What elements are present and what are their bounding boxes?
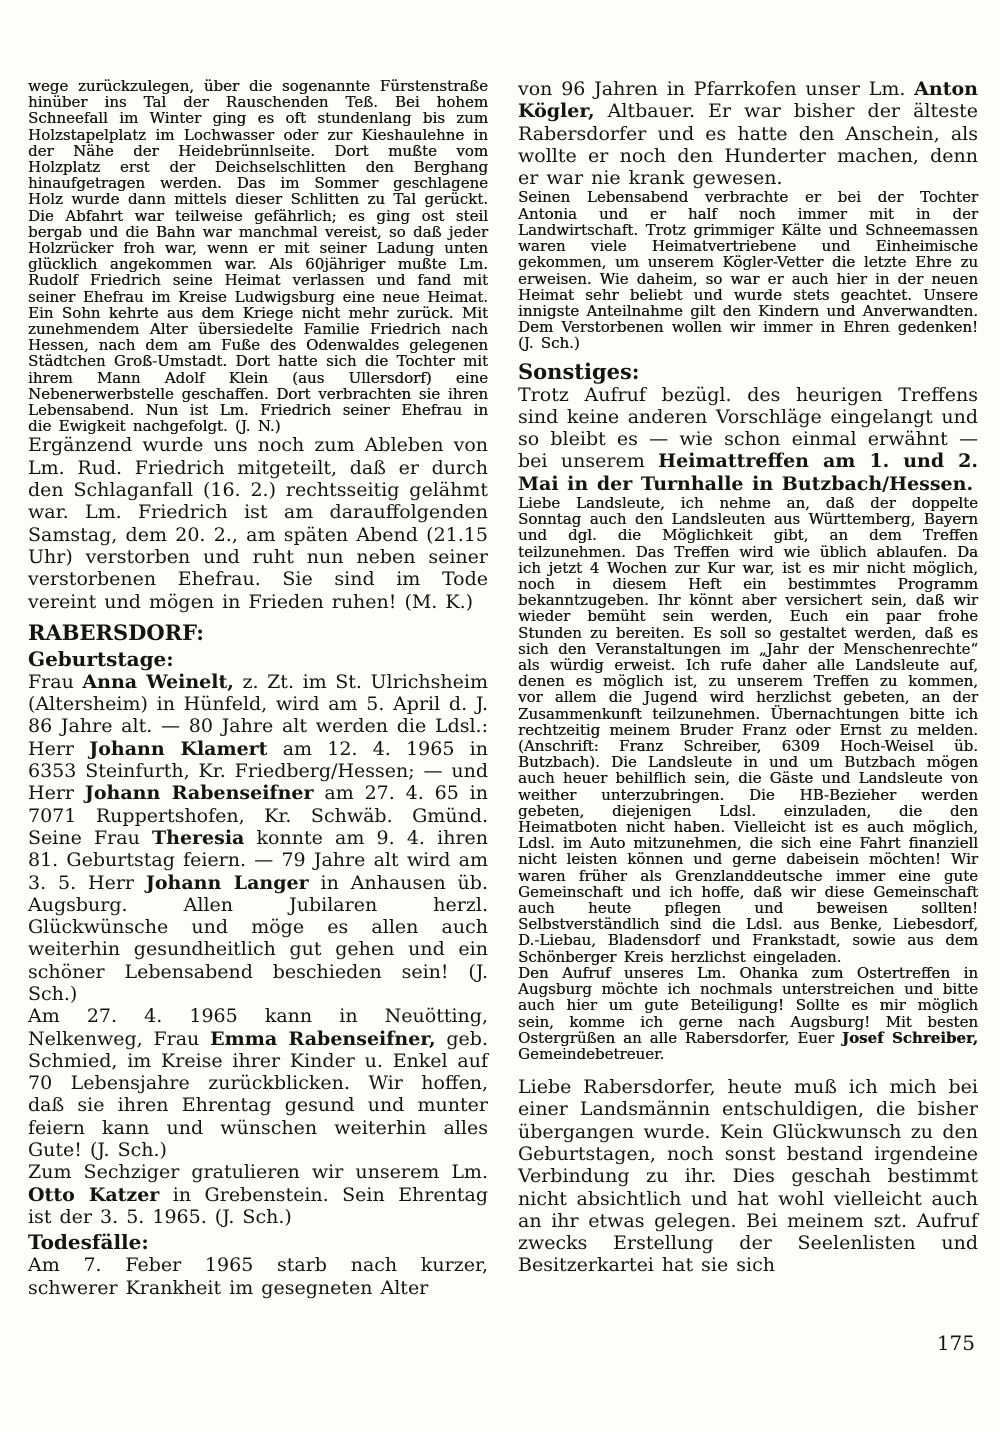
page-number: 175	[936, 1331, 975, 1355]
koegler-obituary-paragraph: von 96 Jahren in Pfarrkofen unser Lm. Anton Kögler, Altbauer. Er war bisher der älteste Rabersdorfer und es hatte den Anschein, als wollte er noch den Hunderter machen, denn er war nie krank gewesen.	[518, 78, 978, 190]
two-column-layout	[28, 78, 978, 1299]
section-heading-sonstiges: Sonstiges:	[518, 358, 640, 384]
koegler-obituary-smallprint: Seinen Lebensabend verbrachte er bei der Tochter Antonia und er half noch immer mit in der Landwirtschaft. Trotz grimmiger Kälte und Schneemassen waren viele Heimatvertriebene und Einheimische gekommen, um unserem Kögler-Vetter die letzte Ehre zu erweisen. Wie daheim, so war er auch hier in der neuen Heimat sehr beliebt und wurde stets geachtet. Unsere innigste Anteilnahme gilt den Kindern und Anverwandten. Dem Verstorbenen wollen wir immer in Ehren gedenken! (J. Sch.)	[518, 188, 978, 353]
section-heading-rabersdorf: RABERSDORF:	[28, 619, 204, 645]
katzer-birthday-paragraph: Zum Sechziger gratulieren wir unserem Lm. Otto Katzer in Grebenstein. Sein Ehrentag ist der 3. 5. 1965. (J. Sch.)	[28, 1161, 488, 1228]
heimattreffen-announcement-paragraph: Trotz Aufruf bezügl. des heurigen Treffens sind keine anderen Vorschläge eingelangt und so bleibt es — wie schon einmal erwähnt — bei unserem Heimattreffen am 1. und 2. Mai in der Turnhalle in Butzbach/Hessen.	[518, 383, 978, 495]
treffen-details-smallprint: Liebe Landsleute, ich nehme an, daß der doppelte Sonntag auch den Landsleuten aus Württemberg, Bayern und dgl. die Möglichkeit gibt, an dem Treffen teilzunehmen. Das Treffen wird wie üblich ablaufen. Da ich jetzt 4 Wochen zur Kur war, ist es mir nicht möglich, noch in diesem Heft ein bestimmtes Programm bekanntzugeben. Ihr könnt aber versichert sein, daß wir wieder bemüht sein werden, Euch ein paar frohe Stunden zu bereiten. Es soll so gestaltet werden, daß es sich den Veranstaltungen im „Jahr der Menschenrechte“ als würdig erweist. Ich rufe daher alle Landsleute auf, denen es möglich ist, zu unserem Treffen zu kommen, vor allem die Jugend wird herzlichst gebeten, an der Zusammenkunft teilzunehmen. Übernachtungen bitte ich rechtzeitig meinem Bruder Franz oder Ernst zu melden. (Anschrift: Franz Schreiber, 6309 Hoch-Weisel üb. Butzbach). Die Landsleute in und um Butzbach mögen auch heuer behilflich sein, die Gäste und Landsleute von weither unterzubringen. Die HB-Bezieher werden gebeten, diejenigen Ldsl. einzuladen, die den Heimatboten nicht haben. Vielleicht ist es auch möglich, Ldsl. im Auto mitzunehmen, die sich eine Fahrt finanziell nicht leisten können und gerne dabeisein möchten! Wir waren früher als Grenzlanddeutsche immer eine gute Gemeinschaft und ich hoffe, daß wir diese Gemeinschaft auch heute pflegen und beweisen sollten! Selbstverständlich sind die Ldsl. aus Benke, Liebesdorf, D.-Liebau, Bladensdorf und Frankstadt, sowie aus dem Schönberger Kreis herzlichst eingeladen.	[518, 494, 978, 966]
left-column	[28, 78, 488, 1299]
deaths-opening-paragraph: Am 7. Feber 1965 starb nach kurzer, schwerer Krankheit im gesegneten Alter	[28, 1254, 488, 1299]
right-column	[518, 78, 978, 1299]
ostertreffen-smallprint: Den Aufruf unseres Lm. Ohanka zum Ostertreffen in Augsburg möchte ich nochmals unterstreichen und bitte auch hier um gute Beteiligung! Sollte es mir möglich sein, komme ich gerne nach Augsburg! Mit besten Ostergrüßen an alle Rabersdorfer, Euer Josef Schreiber, Gemeindebetreuer.	[518, 963, 978, 1063]
friedrich-addendum-paragraph: Ergänzend wurde uns noch zum Ableben von Lm. Rud. Friedrich mitgeteilt, daß er durch den Schlaganfall (16. 2.) rechtsseitig gelähmt war. Lm. Friedrich ist am darauffolgenden Samstag, dem 20. 2., am späten Abend (21.15 Uhr) verstorben und ruht nun neben seiner verstorbenen Ehefrau. Sie sind im Tode vereint und mögen in Frieden ruhen! (M. K.)	[28, 434, 488, 613]
subheading-geburtstage: Geburtstage:	[28, 646, 174, 671]
rabenseifner-birthday-paragraph: Am 27. 4. 1965 kann in Neuötting, Nelkenweg, Frau Emma Rabenseifner, geb. Schmied, im Kreise ihrer Kinder u. Enkel auf 70 Lebensjahre zurückblicken. Wir hoffen, daß sie ihren Ehrentag gesund und munter feiern kann und wünschen weiterhin alles Gute! (J. Sch.)	[28, 1005, 489, 1162]
apology-paragraph: Liebe Rabersdorfer, heute muß ich mich bei einer Landsmännin entschuldigen, die bisher übergangen wurde. Kein Glückwunsch zu den Geburtstagen, noch sonst bestand irgendeine Verbindung zu ihr. Dies geschah bestimmt nicht absichtlich und hat wohl vielleicht auch an ihr etwas gelegen. Bei meinem szt. Aufruf zwecks Erstellung der Seelenlisten und Besitzerkartei hat sie sich	[518, 1076, 978, 1277]
birthdays-paragraph: Frau Anna Weinelt, z. Zt. im St. Ulrichsheim (Altersheim) in Hünfeld, wird am 5. April d. J. 86 Jahre alt. — 80 Jahre alt werden die Ldsl.: Herr Johann Klamert am 12. 4. 1965 in 6353 Steinfurth, Kr. Friedberg/Hessen; — und Herr Johann Rabenseifner am 27. 4. 65 in 7071 Ruppertshofen, Kr. Schwäb. Gmünd. Seine Frau Theresia konnte am 9. 4. ihren 81. Geburtstag feiern. — 79 Jahre alt wird am 3. 5. Herr Johann Langer in Anhausen üb. Augsburg. Allen Jubilaren herzl. Glückwünsche und möge es allen auch weiterhin gesundheitlich gut gehen und ein schöner Lebensabend beschieden sein! (J. Sch.)	[28, 670, 489, 1005]
continuation-smallprint-paragraph: wege zurückzulegen, über die sogenannte Fürstenstraße hinüber ins Tal der Rauschenden Teß. Bei hohem Schneefall im Winter ging es oft stundenlang bis zum Holzstapelplatz im Lochwasser oder zur Kieshaulehne in der Nähe der Heidebrünnlseite. Dort mußte vom Holzplatz erst der Deichselschlitten den Berghang hinaufgetragen werden. Das im Sommer geschlagene Holz wurde dann mittels dieser Schlitten zu Tal gerückt. Die Abfahrt war teilweise gefährlich; es ging ost steil bergab und die Bahn war manchmal vereist, so daß jeder Holzrücker froh war, wenn er mit seiner Ladung unten glücklich angekommen war. Als 60jähriger mußte Lm. Rudolf Friedrich seine Heimat verlassen und fand mit seiner Ehefrau im Kreise Ludwigsburg eine neue Heimat. Ein Sohn kehrte aus dem Kriege nicht mehr zurück. Mit zunehmendem Alter übersiedelte Familie Friedrich nach Hessen, nach dem am Fuße des Odenwaldes gelegenen Städtchen Groß-Umstadt. Dort hatte sich die Tochter mit ihrem Mann Adolf Klein (aus Ullersdorf) eine Nebenerwerbstelle geschaffen. Dort verbrachten sie ihren Lebensabend. Nun ist Lm. Friedrich seiner Ehefrau in die Ewigkeit nachgefolgt. (J. N.)	[28, 77, 488, 436]
subheading-todesfaelle: Todesfälle:	[28, 1230, 149, 1255]
